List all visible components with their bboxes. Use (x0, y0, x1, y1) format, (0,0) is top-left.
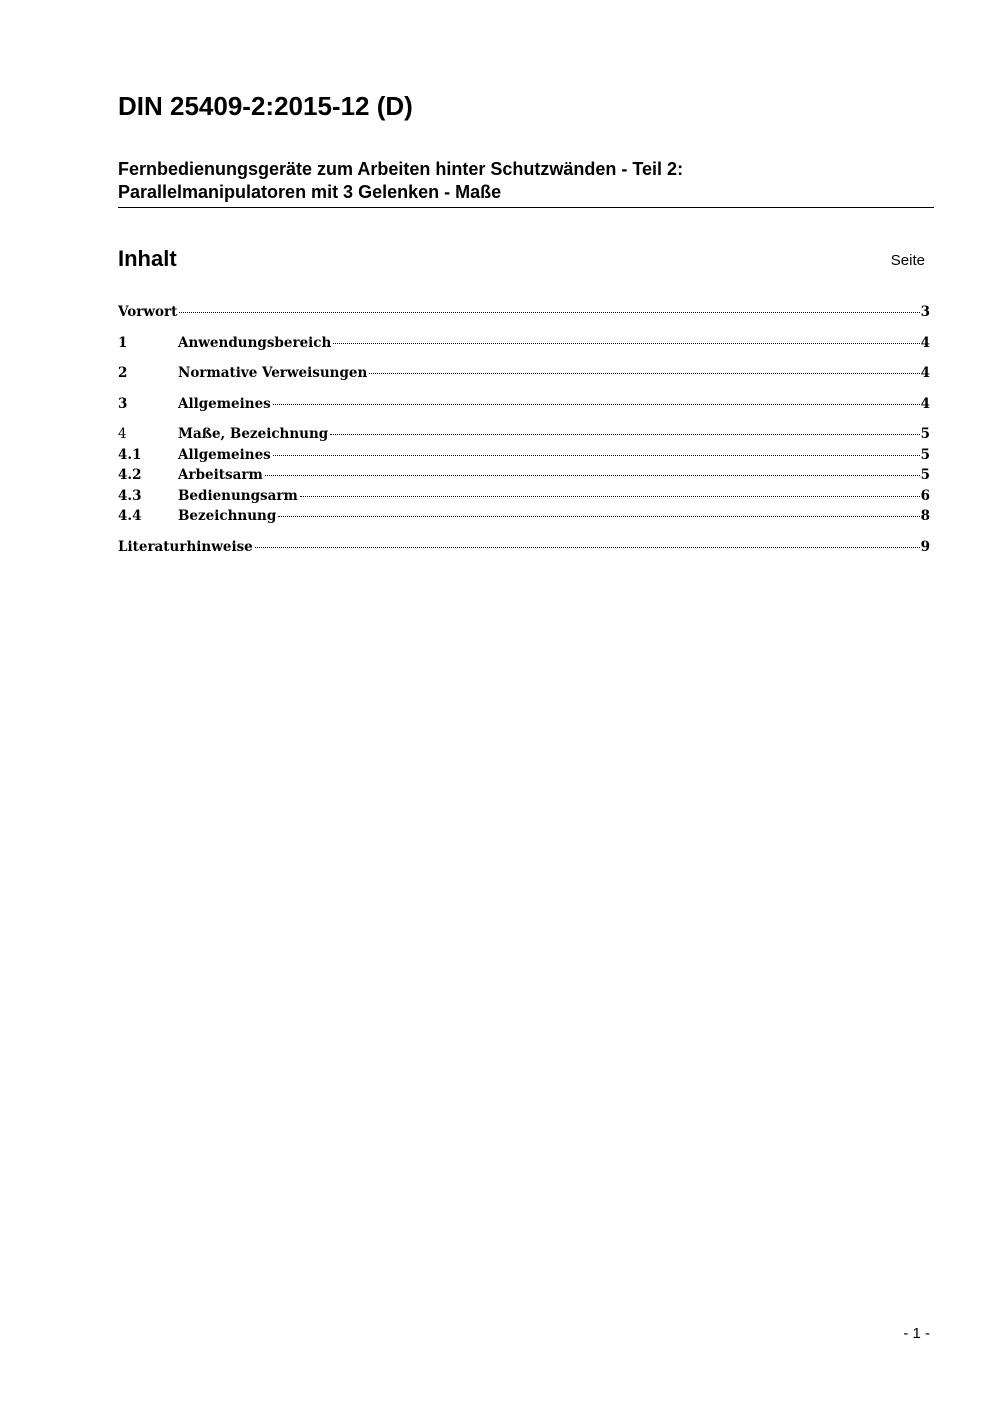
toc-entry-4-2[interactable] (118, 465, 930, 486)
toc-leader-dots (300, 496, 920, 497)
toc-entry-vorwort[interactable] (118, 302, 930, 323)
page-number: - 1 - (903, 1325, 930, 1342)
toc-leader-dots (369, 373, 919, 374)
toc-leader-dots (265, 475, 920, 476)
toc-entry-page: 4 (920, 395, 930, 412)
toc-entry-3[interactable] (118, 394, 930, 415)
toc-entry-page: 3 (920, 304, 930, 320)
toc-entry-label: Allgemeines (178, 395, 271, 412)
toc-entry-literaturhinweise[interactable] (118, 537, 930, 558)
toc-entry-number: 4 (118, 426, 127, 442)
toc-entry-label: Arbeitsarm (178, 467, 263, 483)
toc-entry-page: 5 (920, 467, 930, 483)
toc-entry-page: 5 (920, 446, 930, 463)
toc-entry-page: 9 (920, 538, 930, 555)
table-of-contents (118, 302, 930, 557)
toc-entry-number: 4.3 (118, 487, 142, 504)
subtitle-line-2: Parallelmanipulatoren mit 3 Gelenken - Maße (118, 182, 502, 202)
toc-leader-dots (278, 516, 919, 517)
toc-entry-page: 4 (920, 334, 930, 351)
toc-entry-label: Bezeichnung (178, 508, 277, 524)
toc-entry-4-1[interactable] (118, 445, 930, 466)
toc-entry-2[interactable] (118, 363, 930, 384)
toc-leader-dots (333, 343, 919, 344)
toc-entry-number: 4.2 (118, 467, 142, 483)
document-title: DIN 25409-2:2015-12 (D) (118, 91, 413, 121)
toc-leader-dots (273, 455, 920, 456)
toc-entry-4[interactable] (118, 424, 930, 445)
toc-entry-page: 6 (920, 487, 930, 504)
toc-heading: Inhalt (118, 246, 177, 271)
toc-entry-4-3[interactable] (118, 486, 930, 507)
toc-entry-number: 4.4 (118, 508, 142, 524)
toc-page-column-label: Seite (890, 252, 925, 269)
toc-leader-dots (179, 312, 919, 313)
toc-entry-label: Normative Verweisungen (178, 365, 368, 381)
toc-entry-page: 5 (920, 426, 930, 442)
toc-leader-dots (330, 434, 919, 435)
subtitle-line-1: Fernbedienungsgeräte zum Arbeiten hinter Schutzwänden - Teil 2: (118, 159, 684, 179)
toc-entry-label: Literaturhinweise (118, 538, 253, 555)
toc-entry-4-4[interactable] (118, 506, 930, 527)
toc-entry-number: 1 (118, 334, 128, 351)
toc-entry-label: Allgemeines (178, 446, 271, 463)
toc-entry-page: 4 (920, 365, 930, 381)
toc-entry-number: 4.1 (118, 446, 142, 463)
toc-entry-label: Bedienungsarm (178, 487, 298, 504)
toc-leader-dots (273, 404, 920, 405)
toc-entry-number: 3 (118, 395, 128, 412)
toc-entry-label: Vorwort (118, 304, 178, 320)
toc-leader-dots (255, 547, 920, 548)
toc-entry-number: 2 (118, 365, 128, 381)
toc-entry-1[interactable] (118, 333, 930, 354)
document-subtitle (118, 158, 934, 208)
toc-entry-label: Anwendungsbereich (178, 334, 332, 351)
toc-entry-label: Maße, Bezeichnung (178, 426, 329, 442)
toc-entry-page: 8 (920, 508, 930, 524)
